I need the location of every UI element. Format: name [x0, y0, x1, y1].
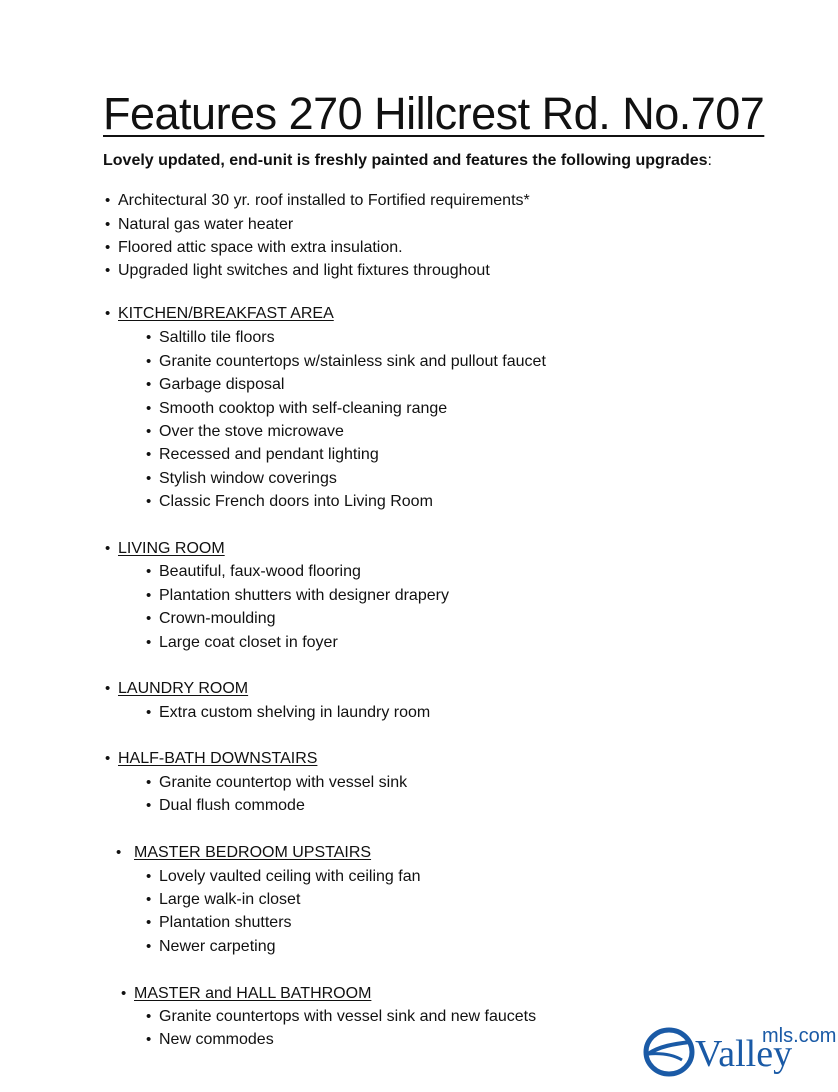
bullet-icon: •: [146, 563, 152, 580]
list-item: • Granite countertops with vessel sink and new faucets: [146, 1008, 537, 1025]
section-heading: • HALF-BATH DOWNSTAIRS: [105, 750, 318, 767]
intro-suffix: :: [707, 152, 712, 169]
list-item: • Garbage disposal: [146, 376, 285, 393]
bullet-icon: •: [146, 1031, 152, 1048]
bullet-icon: •: [105, 750, 111, 767]
page-title: Features 270 Hillcrest Rd. No.707: [103, 88, 765, 139]
bullet-icon: •: [146, 938, 152, 955]
bullet-icon: •: [105, 262, 111, 279]
bullet-icon: •: [121, 985, 127, 1002]
list-item: • Extra custom shelving in laundry room: [146, 704, 431, 721]
bullet-icon: •: [105, 680, 111, 697]
list-item: • Granite countertops w/stainless sink and pullout faucet: [146, 353, 546, 370]
section-heading: • MASTER and HALL BATHROOM: [121, 985, 372, 1002]
bullet-icon: •: [146, 493, 152, 510]
logo-suffix: mls.com: [762, 1025, 837, 1047]
section-heading: • LIVING ROOM: [105, 540, 225, 557]
bullet-icon: •: [146, 914, 152, 931]
bullet-icon: •: [146, 634, 152, 651]
list-item: • Natural gas water heater: [105, 216, 294, 233]
list-item: • Floored attic space with extra insulation.: [105, 239, 403, 256]
intro-text: Lovely updated, end-unit is freshly painted and features the following upgrades: [103, 152, 708, 169]
list-item: • Large coat closet in foyer: [146, 634, 338, 651]
list-item: • Over the stove microwave: [146, 423, 344, 440]
bullet-icon: •: [146, 423, 152, 440]
list-item: • Upgraded light switches and light fixtures throughout: [105, 262, 490, 279]
bullet-icon: •: [146, 376, 152, 393]
valleymls-logo: [642, 1020, 838, 1080]
bullet-icon: •: [105, 540, 111, 557]
bullet-icon: •: [146, 891, 152, 908]
list-item: • Plantation shutters: [146, 914, 292, 931]
bullet-icon: •: [146, 329, 152, 346]
list-item: • Recessed and pendant lighting: [146, 446, 379, 463]
bullet-icon: •: [105, 239, 111, 256]
list-item: • Newer carpeting: [146, 938, 276, 955]
bullet-icon: •: [146, 610, 152, 627]
bullet-icon: •: [146, 400, 152, 417]
list-item: • Plantation shutters with designer drapery: [146, 587, 449, 604]
globe-icon: [646, 1030, 692, 1074]
bullet-icon: •: [146, 797, 152, 814]
bullet-icon: •: [146, 446, 152, 463]
list-item: • Large walk-in closet: [146, 891, 301, 908]
bullet-icon: •: [105, 305, 111, 322]
list-item: • Saltillo tile floors: [146, 329, 275, 346]
bullet-icon: •: [146, 353, 152, 370]
list-item: • Crown-moulding: [146, 610, 276, 627]
list-item: • Beautiful, faux-wood flooring: [146, 563, 361, 580]
list-item: • Dual flush commode: [146, 797, 305, 814]
list-item: • Classic French doors into Living Room: [146, 493, 433, 510]
logo-brand: Valley: [695, 1033, 793, 1075]
list-item: • Stylish window coverings: [146, 470, 337, 487]
list-item: • Granite countertop with vessel sink: [146, 774, 408, 791]
bullet-icon: •: [105, 216, 111, 233]
list-item: • Lovely vaulted ceiling with ceiling fan: [146, 868, 421, 885]
bullet-icon: •: [146, 1008, 152, 1025]
bullet-icon: •: [146, 470, 152, 487]
section-heading: • LAUNDRY ROOM: [105, 680, 249, 697]
list-item: • New commodes: [146, 1031, 274, 1048]
list-item: • Architectural 30 yr. roof installed to Fortified requirements*: [105, 192, 530, 209]
bullet-icon: •: [146, 587, 152, 604]
list-item: • Smooth cooktop with self-cleaning range: [146, 400, 448, 417]
bullet-icon: •: [116, 844, 122, 861]
bullet-icon: •: [146, 868, 152, 885]
bullet-icon: •: [105, 192, 111, 209]
section-heading: • KITCHEN/BREAKFAST AREA: [105, 305, 334, 322]
bullet-icon: •: [146, 774, 152, 791]
section-heading: • MASTER BEDROOM UPSTAIRS: [116, 844, 372, 861]
intro-line: [103, 152, 712, 170]
bullet-icon: •: [146, 704, 152, 721]
